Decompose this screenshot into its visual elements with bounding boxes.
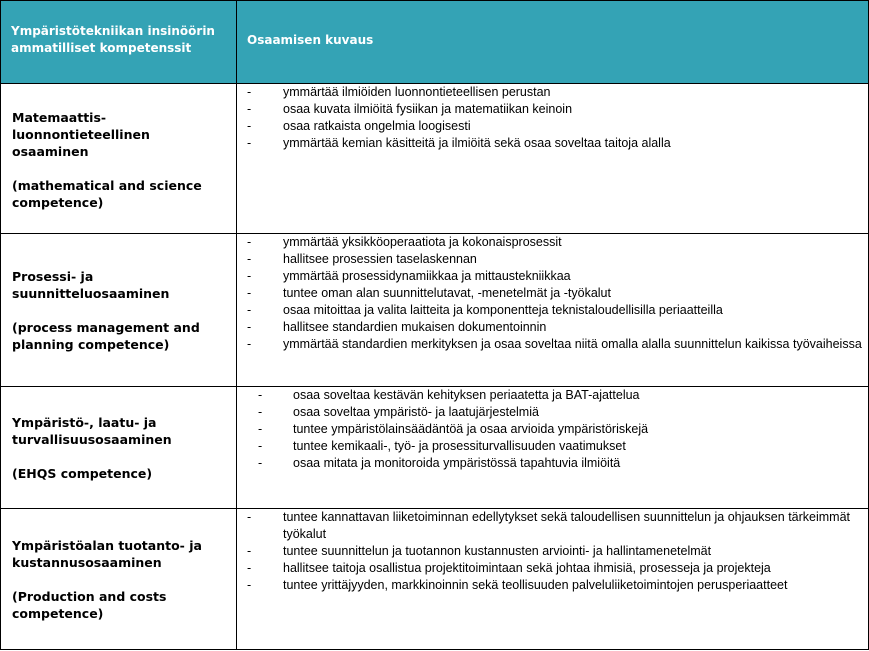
dash-bullet-icon: - (247, 119, 252, 133)
dash-bullet-icon: - (247, 85, 252, 99)
dash-bullet-icon: - (247, 102, 252, 116)
competence-title-line: kustannusosaaminen (12, 554, 162, 570)
list-item: - ymmärtää ilmiöiden luonnontieteellisen perustan (247, 85, 551, 99)
competence-title-line: Ympäristö-, laatu- ja (12, 414, 157, 430)
dash-bullet-icon: - (247, 578, 252, 592)
dash-bullet-icon: - (258, 405, 263, 419)
header-competences: Ympäristötekniikan insinöörin ammatilliset kompetenssit (1, 1, 237, 84)
competence-title-cell (1, 387, 237, 509)
header-description: Osaamisen kuvaus (237, 1, 869, 84)
competence-title-cell (1, 234, 237, 387)
competence-subtitle-line: (process management and (12, 319, 200, 335)
dash-bullet-icon: - (258, 388, 263, 402)
list-item: - ymmärtää standardien merkityksen ja osaa soveltaa niitä omalla alalla suunnittelun kaikissa työvaiheissa (247, 337, 862, 351)
dash-bullet-icon: - (247, 235, 252, 249)
list-item: - ymmärtää prosessidynamiikkaa ja mittaustekniikkaa (247, 269, 571, 283)
competence-description-cell (237, 509, 869, 650)
competence-description-cell (237, 387, 869, 509)
dash-bullet-icon: - (258, 456, 263, 470)
dash-bullet-icon: - (247, 252, 252, 266)
competence-title-line: osaaminen (12, 143, 89, 159)
competence-title-cell (1, 509, 237, 650)
dash-bullet-icon: - (258, 422, 263, 436)
description-list (237, 234, 868, 353)
competence-subtitle-line: (mathematical and science (12, 177, 202, 193)
dash-bullet-icon: - (247, 303, 252, 317)
list-item: - tuntee kemikaali-, työ- ja prosessiturvallisuuden vaatimukset (258, 439, 626, 453)
list-item: - tuntee yrittäjyyden, markkinoinnin sekä teollisuuden palveluliiketoimintojen perusperiaatteet (247, 578, 788, 592)
list-item: - osaa mitata ja monitoroida ympäristössä tapahtuvia ilmiöitä (258, 456, 621, 470)
table-header-row (1, 1, 869, 84)
list-item: - tuntee ympäristölainsäädäntöä ja osaa arvioida ympäristöriskejä (258, 422, 649, 436)
list-item: - hallitsee standardien mukaisen dokumentoinnin (247, 320, 547, 334)
competence-subtitle-line: competence) (12, 194, 104, 210)
description-list (237, 509, 868, 594)
competence-title-line: Matemaattis- (12, 109, 107, 125)
competence-description-cell (237, 84, 869, 234)
competence-title-line: Ympäristöalan tuotanto- ja (12, 537, 202, 553)
list-item: - tuntee oman alan suunnittelutavat, -menetelmät ja -työkalut (247, 286, 611, 300)
dash-bullet-icon: - (258, 439, 263, 453)
list-item: - ymmärtää kemian käsitteitä ja ilmiöitä sekä osaa soveltaa taitoja alalla (247, 136, 671, 150)
description-list (237, 387, 868, 472)
competence-title-line: Prosessi- ja (12, 268, 94, 284)
dash-bullet-icon: - (247, 561, 252, 575)
table-row (1, 84, 869, 234)
dash-bullet-icon: - (247, 136, 252, 150)
list-item: - hallitsee prosessien taselaskennan (247, 252, 477, 266)
list-item: - osaa soveltaa ympäristö- ja laatujärjestelmiä (258, 405, 539, 419)
competence-subtitle-line: (EHQS competence) (12, 465, 153, 481)
list-item: - osaa mitoittaa ja valita laitteita ja komponentteja teknistaloudellisilla periaatteilla (247, 303, 723, 317)
list-item: - osaa ratkaista ongelmia loogisesti (247, 119, 471, 133)
list-item: - ymmärtää yksikköoperaatiota ja kokonaisprosessit (247, 235, 562, 249)
table-row (1, 387, 869, 509)
competence-title-line: turvallisuusosaaminen (12, 431, 172, 447)
competence-subtitle-line: planning competence) (12, 336, 170, 352)
dash-bullet-icon: - (247, 286, 252, 300)
dash-bullet-icon: - (247, 269, 252, 283)
competence-subtitle-line: (Production and costs (12, 588, 167, 604)
list-item: - osaa soveltaa kestävän kehityksen periaatetta ja BAT-ajattelua (258, 388, 640, 402)
dash-bullet-icon: - (247, 337, 252, 351)
competence-title-line: suunnitteluosaaminen (12, 285, 170, 301)
description-list (237, 84, 868, 152)
competence-title-cell (1, 84, 237, 234)
dash-bullet-icon: - (247, 544, 252, 558)
list-item: - osaa kuvata ilmiöitä fysiikan ja matematiikan keinoin (247, 102, 573, 116)
list-item: - tuntee suunnittelun ja tuotannon kustannusten arviointi- ja hallintamenetelmät (247, 544, 712, 558)
competence-subtitle-line: competence) (12, 605, 104, 621)
dash-bullet-icon: - (247, 320, 252, 334)
list-item: - hallitsee taitoja osallistua projektitoimintaan sekä johtaa ihmisiä, prosesseja ja projekteja (247, 561, 771, 575)
list-item: - tuntee kannattavan liiketoiminnan edellytykset sekä taloudellisen suunnittelun ja ohjauksen tärkeimmät työkalut (247, 510, 851, 541)
dash-bullet-icon: - (247, 510, 252, 524)
table-row (1, 234, 869, 387)
competence-title-line: luonnontieteellinen (12, 126, 150, 142)
table-row (1, 509, 869, 650)
competence-description-cell (237, 234, 869, 387)
